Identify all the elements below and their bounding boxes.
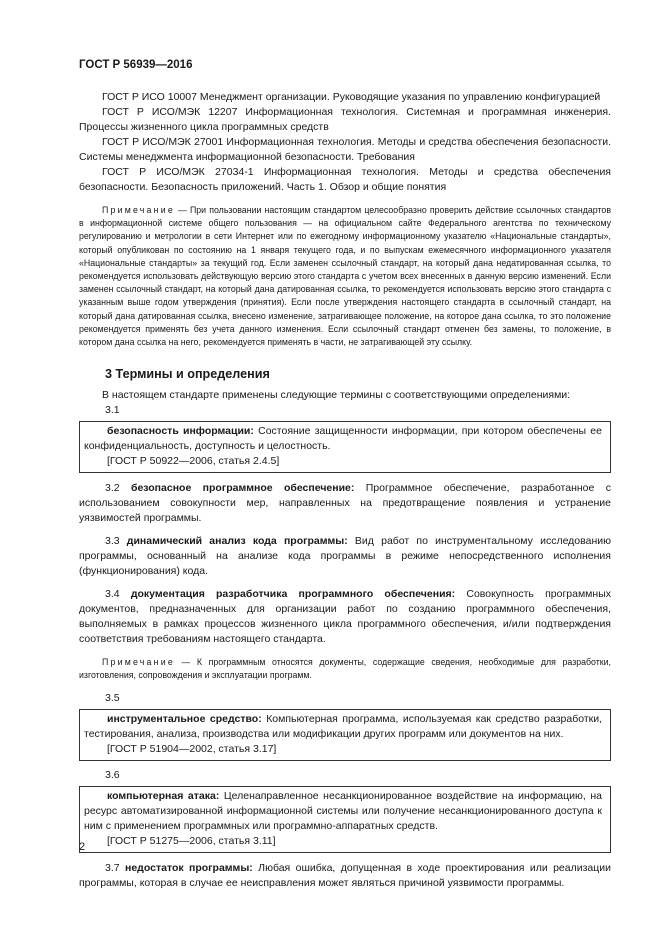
page-number: 2 (79, 841, 86, 853)
normative-references (79, 90, 611, 195)
definition: Программное обеспечение, разработанное с использованием совокупности мер, направленных на предотвращение появления и устранение уязвимостей программы. (79, 482, 611, 525)
definition-box (79, 786, 611, 853)
definition-entry (79, 587, 611, 647)
document-code-header: ГОСТ Р 56939—2016 (79, 59, 193, 71)
reference-item: ГОСТ Р ИСО/МЭК 12207 Информационная технология. Системная и программная инженерия. Процессы жизненного цикла программных средств (79, 106, 611, 133)
reference-item: ГОСТ Р ИСО 10007 Менеджмент организации. Руководящие указания по управлению конфигурацией (102, 91, 601, 103)
note-text: — При пользовании настоящим стандартом целесообразно проверить действие ссылочных стандартов в информационной системе общего пользования — на официальном сайте Федерального агентства по техническому регулированию и метрологии в сети Интернет или по ежегодному информационному указателю «Национальные стандарты», который опубликован по состоянию на 1 января текущего года, и по выпускам ежемесячного информационного указателя «Национальные стандарты» за текущий год. Если заменен ссылочный стандарт, на который дана недатированная ссылка, то рекомендуется использовать действующую версию этого стандарта с учетом всех внесенных в данную версию изменений. Если заменен ссылочный стандарт, на который дана датированная ссылка, то рекомендуется использовать версию этого стандарта с указанным выше годом утверждения (принятия). Если после утверждения настоящего стандарта в ссылочный стандарт, на который дана датированная ссылка, внесено изменение, затрагивающее положение, на которое дана ссылка, то это положение рекомендуется применять без учета данного изменения. Если ссылочный стандарт отменен без замены, то положение, в котором дана ссылка на него, рекомендуется применять в части, не затрагивающей эту ссылку. (79, 205, 611, 348)
term: динамический анализ кода программы: (126, 535, 348, 548)
note-label: Примечание (102, 657, 175, 668)
definition: Компьютерная программа, используемая как средство разработки, тестирования, анализа, производства или модификации других программ или документов на них. (84, 713, 603, 741)
term: инструментальное средство: (107, 713, 262, 726)
definition: Вид работ по инструментальному исследованию программы, основанный на анализе кода программы в режиме непосредственного исполнения (функционирования) кода. (79, 535, 611, 578)
term: безопасность информации: (107, 425, 254, 438)
entry-number: 3.2 (105, 482, 120, 495)
term: компьютерная атака: (107, 790, 220, 803)
references-note (79, 204, 611, 349)
entry-number: 3.3 (105, 535, 120, 548)
entry-number: 3.4 (105, 588, 120, 601)
definition-entry (79, 861, 611, 891)
section-title: 3 Термины и определения (105, 367, 270, 382)
entry-number: 3.6 (105, 769, 120, 782)
entry-number: 3.5 (105, 692, 120, 705)
page-content (79, 90, 611, 891)
definition-text (84, 424, 602, 454)
term: недостаток программы: (125, 862, 253, 875)
definition-box (79, 709, 611, 761)
section-intro (79, 388, 611, 403)
definition: Состояние защищенности информации, при котором обеспечены ее конфиденциальность, доступность и целостность. (84, 425, 602, 453)
term: документация разработчика программного обеспечения: (130, 588, 456, 601)
definition: Совокупность программных документов, предназначенных для организации работ по созданию программного обеспечения, выполняемых в рамках процессов жизненного цикла программного обеспечения, и/или подтверждения соответствия требованиям настоящего стандарта. (79, 588, 611, 646)
note-text: — К программным относятся документы, содержащие сведения, необходимые для разработки, изготовления, сопровождения и эксплуатации программ. (79, 657, 611, 681)
note-label: Примечание (102, 205, 175, 215)
entry-number: 3.7 (105, 862, 120, 875)
term: безопасное программное обеспечение: (130, 482, 355, 495)
term-note (79, 656, 611, 682)
definition-box (79, 421, 611, 473)
reference-item: ГОСТ Р ИСО/МЭК 27001 Информационная технология. Методы и средства обеспечения безопасности. Системы менеджмента информационной безопасности. Требования (79, 136, 611, 163)
definition-text (84, 712, 602, 742)
definition-source: [ГОСТ Р 51904—2002, статья 3.17] (107, 743, 277, 756)
entry-number: 3.1 (105, 404, 120, 417)
definition-source: [ГОСТ Р 51275—2006, статья 3.11] (107, 835, 276, 848)
definition: Любая ошибка, допущенная в ходе проектирования или реализации программы, которая в случае ее неисправления может являться причиной уязвимости программы. (79, 862, 611, 890)
definition-source: [ГОСТ Р 50922—2006, статья 2.4.5] (107, 455, 280, 468)
definition-text (84, 789, 602, 834)
reference-item: ГОСТ Р ИСО/МЭК 27034-1 Информационная технология. Методы и средства обеспечения безопасности. Безопасность приложений. Часть 1. Обзор и общие понятия (79, 166, 611, 193)
definition: Целенаправленное несанкционированное воздействие на информацию, на ресурс автоматизированной информационной системы или получение несанкционированного доступа к ним с применением программных или программно-аппаратных средств. (84, 790, 602, 833)
definition-entry (79, 481, 611, 526)
intro-text: В настоящем стандарте применены следующие термины с соответствующими определениями: (102, 389, 571, 402)
definition-entry (79, 534, 611, 579)
